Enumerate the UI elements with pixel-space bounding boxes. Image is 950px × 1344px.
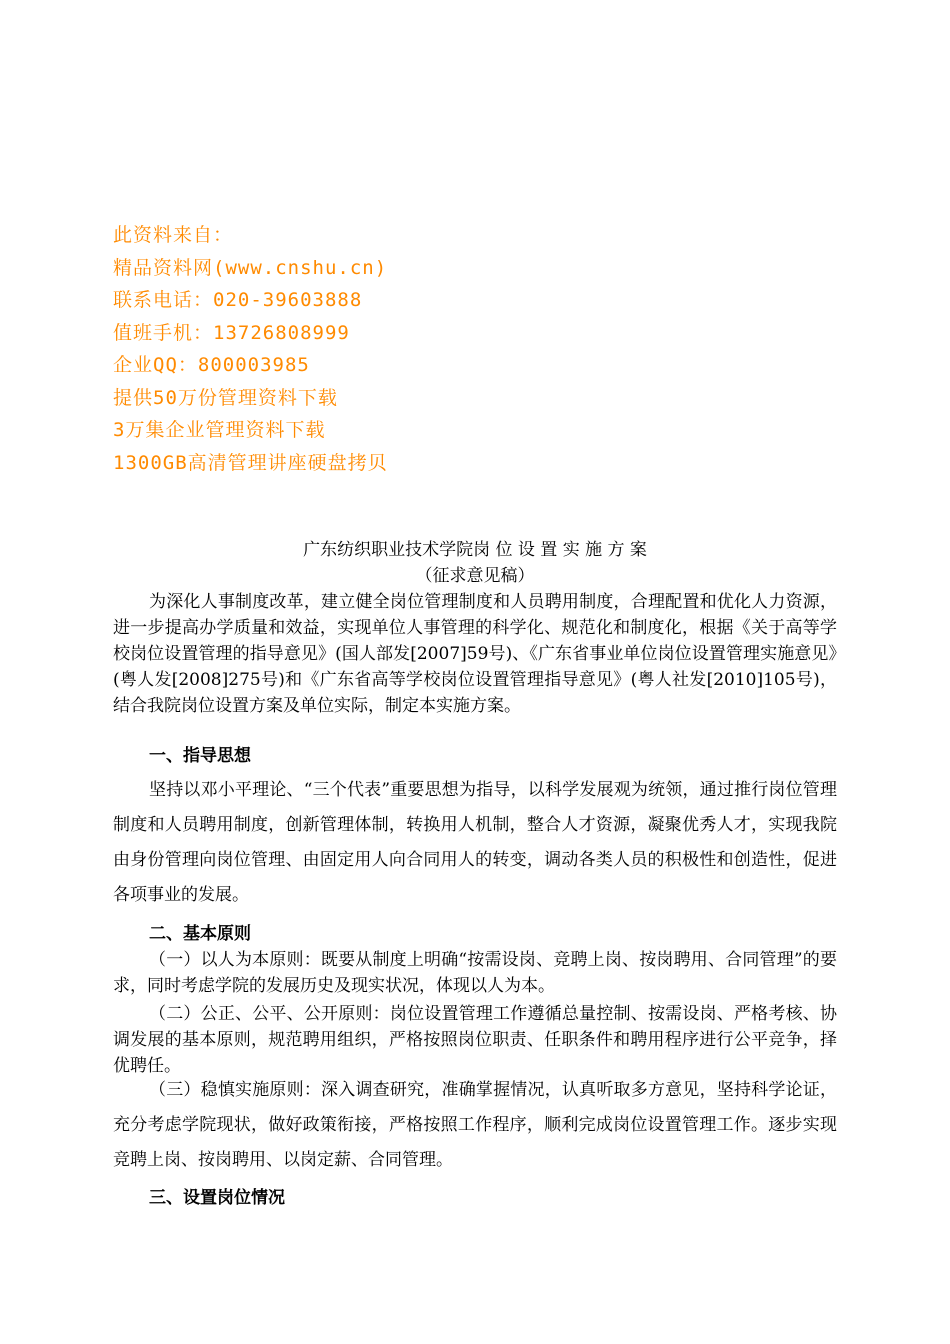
section1-paragraph: 坚持以邓小平理论、“三个代表”重要思想为指导，以科学发展观为统领，通过推行岗位管理制度和人员聘用制度，创新管理体制，转换用人机制，整合人才资源，凝聚优秀人才，实现我院由身份管理向岗位管理、由固定用人向合同用人的转变，调动各类人员的积极性和创造性，促进各项事业的发展。 [113,780,837,905]
promo-offer-line-3: 1300GB高清管理讲座硬盘拷贝 [113,451,388,474]
section1-heading: 一、指导思想 [149,746,251,766]
document-subtitle: （征求意见稿） [415,566,535,586]
section3-heading: 三、设置岗位情况 [149,1188,285,1208]
document-title: 广东纺织职业技术学院岗 位 设 置 实 施 方 案 [303,540,647,560]
principle2-paragraph: （二）公正、公平、公开原则：岗位设置管理工作遵循总量控制、按需设岗、严格考核、协调发展的基本原则，规范聘用组织，严格按照岗位职责、任职条件和聘用程序进行公平竞争，择优聘任。 [113,1004,837,1076]
section2-heading: 二、基本原则 [149,924,251,944]
intro-paragraph: 为深化人事制度改革，建立健全岗位管理制度和人员聘用制度，合理配置和优化人力资源，进一步提高办学质量和效益，实现单位人事管理的科学化、规范化和制度化，根据《关于高等学校岗位设置管理的指导意见》(国人部发[2007]59号)、《广东省事业单位岗位设置管理实施意见》(粤人发[2008]275号)和《广东省高等学校岗位设置管理指导意见》(粤人社发[2010]105号)，结合我院岗位设置方案及单位实际，制定本实施方案。 [113,592,837,716]
promo-offer-line-1: 提供50万份管理资料下载 [113,386,338,409]
promo-source-line: 此资料来自： [113,224,234,246]
promo-phone-line: 联系电话：020-39603888 [113,289,363,311]
promo-offer-line-2: 3万集企业管理资料下载 [113,419,326,441]
promo-site-line: 精品资料网(www.cnshu.cn) [113,256,388,279]
promo-qq-line: 企业QQ：800003985 [113,354,310,376]
promo-block [113,219,613,479]
principle3-paragraph: （三）稳慎实施原则：深入调查研究，准确掌握情况，认真听取多方意见，坚持科学论证，充分考虑学院现状，做好政策衔接，严格按照工作程序，顺利完成岗位设置管理工作。逐步实现竞聘上岗、按岗聘用、以岗定薪、合同管理。 [113,1080,837,1170]
principle1-paragraph: （一）以人为本原则：既要从制度上明确“按需设岗、竞聘上岗、按岗聘用、合同管理”的要求，同时考虑学院的发展历史及现实状况，体现以人为本。 [113,950,837,996]
promo-mobile-line: 值班手机：13726808999 [113,321,350,344]
